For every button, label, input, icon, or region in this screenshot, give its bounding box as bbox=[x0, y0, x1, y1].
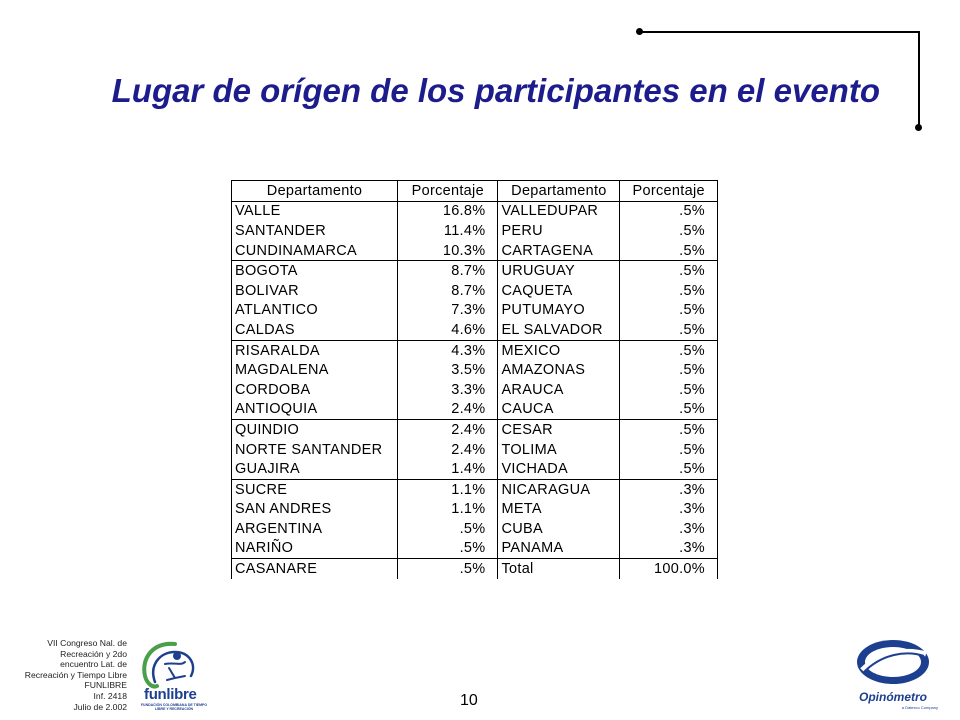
footer-note-line: encuentro Lat. de bbox=[60, 659, 127, 670]
table-row bbox=[232, 539, 718, 559]
cell-departamento: CORDOBA bbox=[232, 380, 398, 400]
opinometro-logo-icon bbox=[852, 636, 934, 688]
cell-departamento: CALDAS bbox=[232, 320, 398, 340]
cell-porcentaje: .5% bbox=[398, 519, 498, 539]
cell-porcentaje: 4.3% bbox=[398, 340, 498, 360]
cell-departamento: NARIÑO bbox=[232, 539, 398, 559]
cell-porcentaje: 1.4% bbox=[398, 459, 498, 479]
cell-porcentaje: .3% bbox=[620, 500, 718, 520]
cell-departamento: CASANARE bbox=[232, 559, 398, 579]
table-row bbox=[232, 281, 718, 301]
cell-porcentaje: .5% bbox=[398, 559, 498, 579]
footer-note-line: Inf. 2418 bbox=[93, 690, 127, 701]
cell-departamento: ARGENTINA bbox=[232, 519, 398, 539]
table-row bbox=[232, 420, 718, 440]
cell-porcentaje: 2.4% bbox=[398, 420, 498, 440]
opinometro-logo-text: Opinómetro bbox=[859, 690, 927, 704]
cell-departamento: SANTANDER bbox=[232, 221, 398, 241]
header-porcentaje-1: Porcentaje bbox=[398, 181, 498, 202]
slide-title: Lugar de orígen de los participantes en el evento bbox=[111, 72, 880, 109]
corner-line-top bbox=[640, 31, 920, 33]
cell-porcentaje: .5% bbox=[620, 440, 718, 460]
cell-porcentaje: 16.8% bbox=[398, 201, 498, 221]
header-departamento-1: Departamento bbox=[232, 181, 398, 202]
cell-porcentaje: 8.7% bbox=[398, 281, 498, 301]
cell-departamento: VALLEDUPAR bbox=[498, 201, 620, 221]
cell-porcentaje: .3% bbox=[620, 479, 718, 499]
funlibre-logo-text: funlibre bbox=[144, 686, 197, 703]
cell-porcentaje: .3% bbox=[620, 519, 718, 539]
cell-porcentaje: 3.5% bbox=[398, 360, 498, 380]
corner-line-right bbox=[918, 31, 920, 128]
table-row bbox=[232, 221, 718, 241]
cell-porcentaje: 1.1% bbox=[398, 500, 498, 520]
table-body bbox=[232, 201, 718, 579]
cell-departamento: ATLANTICO bbox=[232, 301, 398, 321]
cell-departamento: CESAR bbox=[498, 420, 620, 440]
cell-porcentaje: 1.1% bbox=[398, 479, 498, 499]
header-porcentaje-2: Porcentaje bbox=[620, 181, 718, 202]
cell-departamento: ANTIOQUIA bbox=[232, 400, 398, 420]
cell-departamento: NORTE SANTANDER bbox=[232, 440, 398, 460]
cell-porcentaje: .5% bbox=[620, 380, 718, 400]
cell-porcentaje: 2.4% bbox=[398, 440, 498, 460]
cell-departamento: CAUCA bbox=[498, 400, 620, 420]
cell-departamento: GUAJIRA bbox=[232, 459, 398, 479]
cell-departamento: SAN ANDRES bbox=[232, 500, 398, 520]
cell-porcentaje: .5% bbox=[620, 261, 718, 281]
cell-departamento: RISARALDA bbox=[232, 340, 398, 360]
cell-porcentaje: .5% bbox=[620, 340, 718, 360]
table-row bbox=[232, 400, 718, 420]
table-row bbox=[232, 380, 718, 400]
table-row bbox=[232, 241, 718, 261]
cell-departamento: PANAMA bbox=[498, 539, 620, 559]
cell-departamento: Total bbox=[498, 559, 620, 579]
cell-porcentaje: .5% bbox=[398, 539, 498, 559]
cell-departamento: MEXICO bbox=[498, 340, 620, 360]
cell-departamento: META bbox=[498, 500, 620, 520]
cell-departamento: AMAZONAS bbox=[498, 360, 620, 380]
cell-porcentaje: .5% bbox=[620, 420, 718, 440]
cell-departamento: VICHADA bbox=[498, 459, 620, 479]
cell-departamento: CUNDINAMARCA bbox=[232, 241, 398, 261]
cell-departamento: CAQUETA bbox=[498, 281, 620, 301]
table-row bbox=[232, 261, 718, 281]
header-departamento-2: Departamento bbox=[498, 181, 620, 202]
footer-note bbox=[10, 638, 127, 712]
corner-dot-bottom bbox=[915, 124, 922, 131]
cell-porcentaje: .3% bbox=[620, 539, 718, 559]
cell-departamento: PERU bbox=[498, 221, 620, 241]
cell-porcentaje: .5% bbox=[620, 241, 718, 261]
opinometro-logo-subtext: a Datexco Company bbox=[901, 705, 938, 710]
cell-porcentaje: 3.3% bbox=[398, 380, 498, 400]
cell-departamento: QUINDIO bbox=[232, 420, 398, 440]
page-number: 10 bbox=[460, 692, 478, 709]
cell-porcentaje: 7.3% bbox=[398, 301, 498, 321]
cell-departamento: PUTUMAYO bbox=[498, 301, 620, 321]
table-header-row bbox=[232, 181, 718, 202]
cell-porcentaje: 10.3% bbox=[398, 241, 498, 261]
cell-departamento: EL SALVADOR bbox=[498, 320, 620, 340]
table-row bbox=[232, 340, 718, 360]
cell-departamento: CARTAGENA bbox=[498, 241, 620, 261]
cell-departamento: SUCRE bbox=[232, 479, 398, 499]
funlibre-logo-subtext: FUNDACIÓN COLOMBIANA DE TIEMPO LIBRE Y RECREACIÓN bbox=[140, 703, 208, 711]
table-row bbox=[232, 440, 718, 460]
table-row bbox=[232, 360, 718, 380]
table-row bbox=[232, 479, 718, 499]
cell-departamento: ARAUCA bbox=[498, 380, 620, 400]
cell-porcentaje: 2.4% bbox=[398, 400, 498, 420]
origin-table bbox=[231, 180, 718, 579]
cell-porcentaje: .5% bbox=[620, 301, 718, 321]
cell-porcentaje: .5% bbox=[620, 221, 718, 241]
cell-porcentaje: .5% bbox=[620, 400, 718, 420]
footer-note-line: Julio de 2.002 bbox=[73, 701, 127, 712]
table-row bbox=[232, 459, 718, 479]
cell-departamento: BOGOTA bbox=[232, 261, 398, 281]
cell-porcentaje: .5% bbox=[620, 281, 718, 301]
footer-note-line: VII Congreso Nal. de bbox=[47, 638, 127, 648]
table-row bbox=[232, 519, 718, 539]
cell-departamento: BOLIVAR bbox=[232, 281, 398, 301]
cell-departamento: CUBA bbox=[498, 519, 620, 539]
cell-porcentaje: 11.4% bbox=[398, 221, 498, 241]
cell-porcentaje: .5% bbox=[620, 360, 718, 380]
cell-porcentaje: 100.0% bbox=[620, 559, 718, 579]
cell-porcentaje: 8.7% bbox=[398, 261, 498, 281]
footer-note-line: FUNLIBRE bbox=[84, 680, 127, 691]
table-row bbox=[232, 201, 718, 221]
cell-departamento: VALLE bbox=[232, 201, 398, 221]
cell-porcentaje: 4.6% bbox=[398, 320, 498, 340]
cell-porcentaje: .5% bbox=[620, 459, 718, 479]
cell-departamento: NICARAGUA bbox=[498, 479, 620, 499]
cell-departamento: TOLIMA bbox=[498, 440, 620, 460]
table-row bbox=[232, 500, 718, 520]
table-row bbox=[232, 320, 718, 340]
cell-departamento: MAGDALENA bbox=[232, 360, 398, 380]
corner-dot-left bbox=[636, 28, 643, 35]
footer-note-line: Recreación y 2do bbox=[60, 648, 127, 659]
table-row bbox=[232, 559, 718, 579]
footer-note-line: Recreación y Tiempo Libre bbox=[24, 669, 127, 680]
cell-porcentaje: .5% bbox=[620, 201, 718, 221]
cell-departamento: URUGUAY bbox=[498, 261, 620, 281]
cell-porcentaje: .5% bbox=[620, 320, 718, 340]
table-row bbox=[232, 301, 718, 321]
